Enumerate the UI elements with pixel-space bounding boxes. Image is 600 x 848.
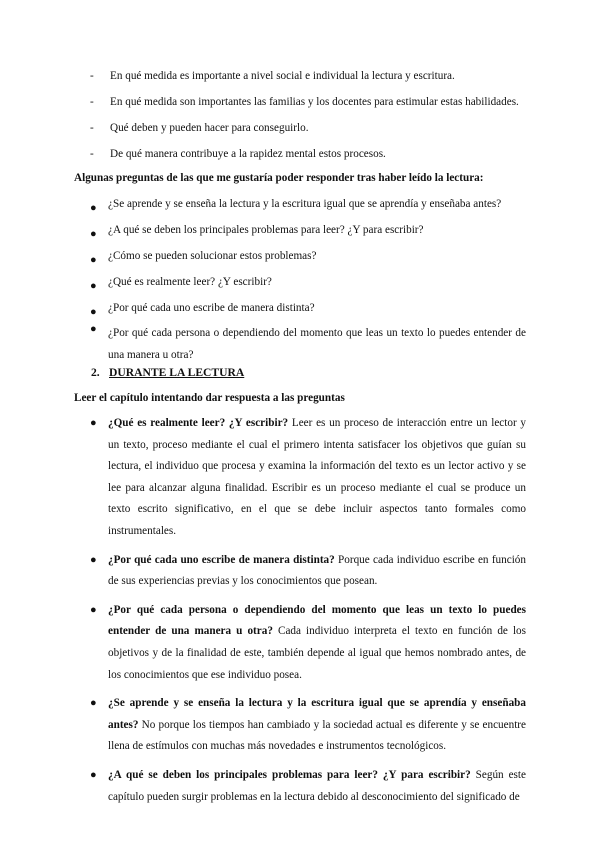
dash-marker: - <box>90 148 94 160</box>
list-item <box>0 550 600 593</box>
list-item: - En qué medida es importante a nivel social e individual la lectura y escritura. <box>90 70 455 82</box>
question-text: ¿Por qué cada persona o dependiendo del momento que leas un texto lo puedes entender de una manera u otra? <box>108 603 526 638</box>
list-item: - De qué manera contribuye a la rapidez mental estos procesos. <box>90 148 386 160</box>
dash-marker: - <box>90 70 94 82</box>
list-item: ● ¿Qué es realmente leer? ¿Y escribir? <box>0 275 600 301</box>
answer-text: Porque cada individuo escribe en función de sus experiencias previas y los conocimientos que posean. <box>108 553 526 588</box>
list-item: ● ¿Se aprende y se enseña la lectura y la escritura igual que se aprendía y enseñaba antes? <box>0 197 600 223</box>
dash-marker: - <box>90 122 94 134</box>
section-heading <box>91 366 244 379</box>
question-text: ¿Qué es realmente leer? ¿Y escribir? <box>108 417 289 429</box>
question-text: ¿Se aprende y se enseña la lectura y la escritura igual que se aprendía y enseñaba antes? <box>108 697 526 731</box>
bullet-icon: ● <box>90 202 97 214</box>
answer-text: Según este capítulo pueden surgir problemas en la lectura debido al desconocimiento del significado de <box>108 768 526 803</box>
list-item: - Qué deben y pueden hacer para conseguirlo. <box>90 122 309 134</box>
answers-list <box>0 413 600 815</box>
bullet-icon: ● <box>90 280 97 292</box>
section-title: DURANTE LA LECTURA <box>109 366 245 379</box>
bullet-icon: ● <box>90 768 97 781</box>
list-item: ● ¿Por qué cada persona o dependiendo del momento que leas un texto lo puedes entender de una manera u otra? <box>0 323 600 366</box>
dash-marker: - <box>90 96 94 108</box>
question-text: ¿Por qué cada uno escribe de manera distinta? <box>108 553 335 566</box>
list-item: - En qué medida son importantes las familias y los docentes para estimular estas habilidades. <box>90 96 519 108</box>
questions-heading: Algunas preguntas de las que me gustaría poder responder tras haber leído la lectura: <box>74 172 484 184</box>
question-text: ¿A qué se deben los principales problemas para leer? ¿Y para escribir? <box>108 768 471 781</box>
section-number: 2. <box>91 366 100 379</box>
subheading: Leer el capítulo intentando dar respuesta a las preguntas <box>74 392 345 404</box>
dash-list <box>0 69 600 173</box>
list-item <box>0 413 600 543</box>
list-item: ● ¿Cómo se pueden solucionar estos problemas? <box>0 249 600 275</box>
answer-text: Leer es un proceso de interacción entre un lector y un texto, proceso mediante el cual el primero intenta satisfacer los objetivos que guían su lectura, el individuo que procesa y examina la información del texto es un lector activo y se lee para alcanzar alguna finalidad. Escribir es un proceso mediante el cual se produce un texto escrito significativo, en el que se debe incluir aspectos tanto formales como instrumentales. <box>108 417 526 537</box>
bullet-icon: ● <box>90 228 97 240</box>
list-item: ● ¿A qué se deben los principales problemas para leer? ¿Y para escribir? <box>0 223 600 249</box>
bullet-icon: ● <box>90 323 97 335</box>
answer-text: Cada individuo interpreta el texto en función de los objetivos y de la finalidad de este, también depende al igual que hemos nombrado antes, de los conocimientos que ese individuo posea. <box>108 625 526 681</box>
bullet-icon: ● <box>90 306 97 318</box>
list-item: ● ¿Por qué cada uno escribe de manera distinta? <box>0 301 600 327</box>
bullet-icon: ● <box>90 697 97 710</box>
bullet-icon: ● <box>90 603 97 616</box>
list-item <box>0 765 600 808</box>
list-item <box>0 693 600 758</box>
bullet-icon: ● <box>90 417 97 429</box>
list-item <box>0 600 600 686</box>
bullet-icon: ● <box>90 254 97 266</box>
questions-list <box>0 197 600 366</box>
answer-text: No porque los tiempos han cambiado y la sociedad actual es diferente y se encuentre llena de estímulos con muchas más novedades e instrumentos tecnológicos. <box>108 718 526 753</box>
bullet-icon: ● <box>90 553 97 566</box>
